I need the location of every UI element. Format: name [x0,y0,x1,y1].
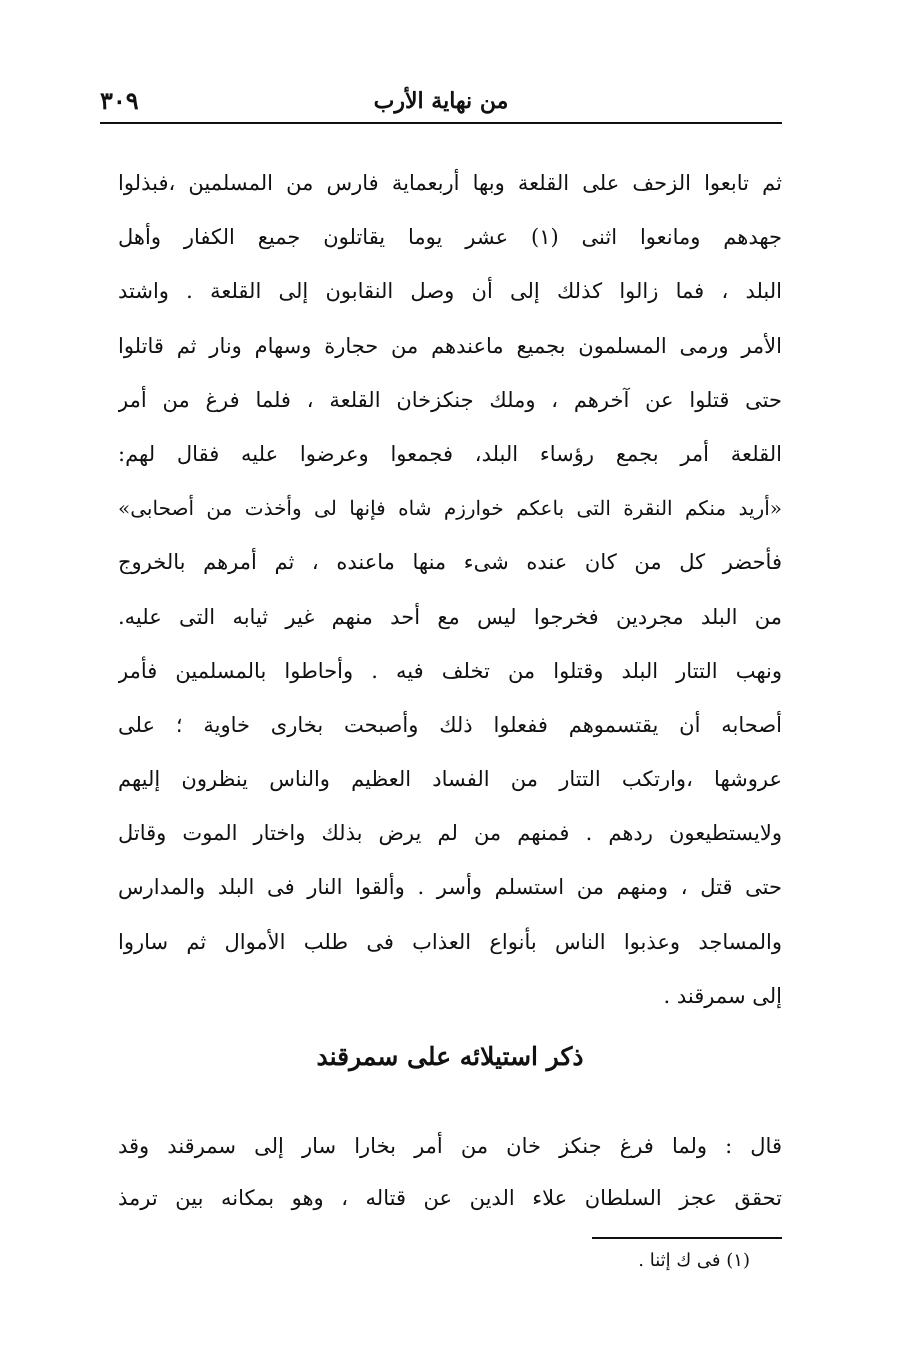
text-line: الأمر ورمى المسلمون بجميع ماعندهم من حجارة وسهام ونار ثم قاتلوا [118,333,782,358]
text-line: ونهب التتار البلد وقتلوا من تخلف فيه . وأحاطوا بالمسلمين فأمر [118,658,782,683]
text-line: جهدهم ومانعوا اثنى (١) عشر يوما يقاتلون جميع الكفار وأهل [118,225,782,250]
text-line: ولايستطيعون ردهم . فمنهم من لم يرض بذلك واختار الموت وقاتل [118,821,782,846]
text-line: ثم تابعوا الزحف على القلعة وبها أربعماية فارس من المسلمين ،فبذلوا [118,171,782,195]
section-heading: ذكر استيلائه على سمرقند [316,1042,584,1071]
text-line: والمساجد وعذبوا الناس بأنواع العذاب فى طلب الأموال ثم ساروا [118,929,782,954]
text-line: تحقق عجز السلطان علاء الدين عن قتاله ، وهو بمكانه بين ترمذ [118,1186,782,1210]
page-header [100,86,782,124]
quoted-speech-line: «أريد منكم النقرة التى باعكم خوارزم شاه فإنها لى وأخذت من أصحابى» [118,496,782,521]
section-paragraph [118,1120,782,1224]
text-line: حتى قتل ، ومنهم من استسلم وأسر . وألقوا النار فى البلد والمدارس [118,875,782,900]
footnote-divider [592,1237,782,1239]
page-number: ٣٠٩ [100,86,139,115]
running-title: من نهاية الأرب [373,88,509,114]
text-line: إلى سمرقند . [663,983,782,1008]
text-line: من البلد مجردين فخرجوا ليس مع أحد منهم غير ثيابه التى عليه. [118,604,782,629]
text-line: قال : ولما فرغ جنكز خان من أمر بخارا سار إلى سمرقند وقد [118,1134,782,1158]
text-line: فأحضر كل من كان عنده شىء منها ماعنده ، ثم أمرهم بالخروج [118,550,782,575]
text-line: أصحابه أن يقتسموهم ففعلوا ذلك وأصبحت بخارى خاوية ؛ على [118,712,782,737]
text-line: البلد ، فما زالوا كذلك إلى أن وصل النقابون إلى القلعة . واشتد [118,279,782,304]
footnote: (١) فى ك إثنا . [638,1250,750,1271]
text-line: القلعة أمر بجمع رؤساء البلد، فجمعوا وعرضوا عليه فقال لهم: [118,441,782,466]
text-line: حتى قتلوا عن آخرهم ، وملك جنكزخان القلعة ، فلما فرغ من أمر [118,387,782,412]
text-line: عروشها ،وارتكب التتار من الفساد العظيم والناس ينظرون إليهم [118,767,782,792]
main-paragraph [118,156,782,1023]
